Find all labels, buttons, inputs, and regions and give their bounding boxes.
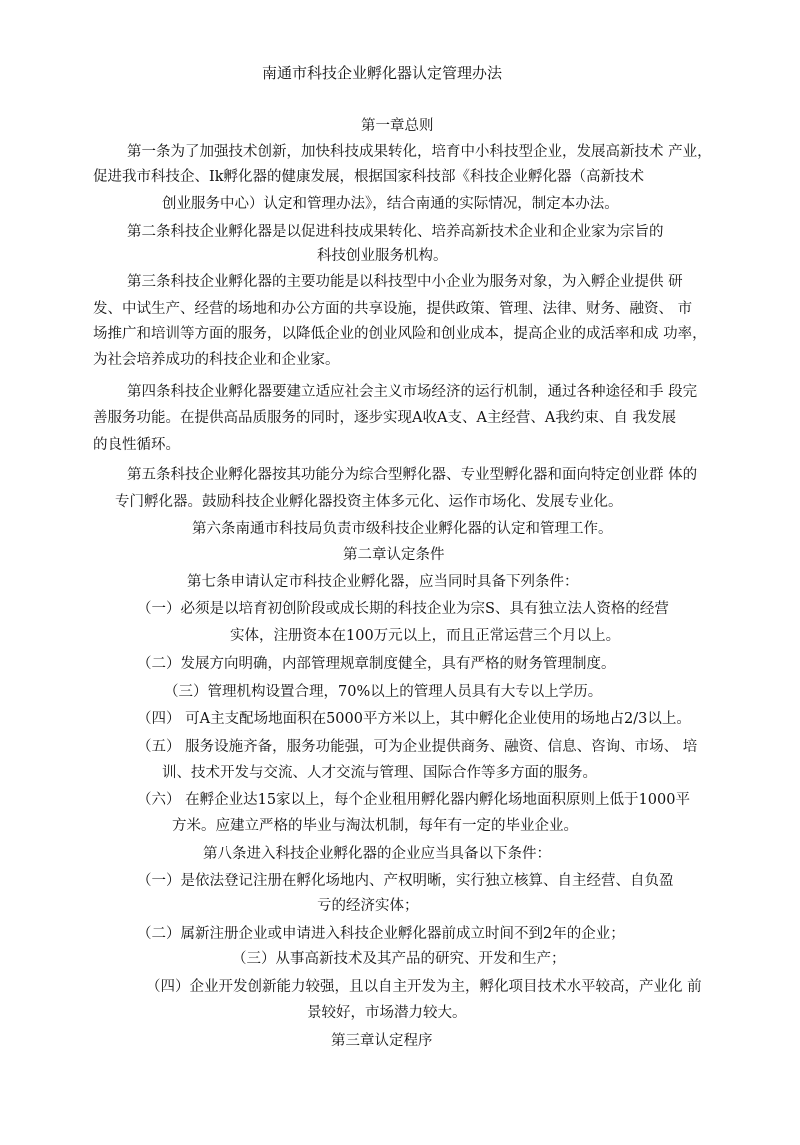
article-4-line-3: 的良性循环。 — [93, 437, 180, 453]
article-3-line-3: 场推广和培训等方面的服务，以降低企业的创业风险和创业成本，提高企业的成活率和成 功率， — [93, 326, 707, 342]
article-7-item-5-line-1: （五） 服务设施齐备，服务功能强，可为企业提供商务、融资、信息、咨询、市场、 培 — [137, 739, 698, 755]
article-1-line-2: 促进我市科技企、Ik孵化器的健康发展，根据国家科技部《科技企业孵化器（高新技术 — [93, 169, 645, 185]
document-title: 南通市科技企业孵化器认定管理办法 — [262, 64, 503, 82]
article-2-line-2: 科技创业服务机构。 — [317, 248, 448, 264]
article-8-item-4-line-1: （四）企业开发创新能力较强，且以自主开发为主，孵化项目技术水平较高，产业化 前 — [146, 979, 702, 995]
article-1-line-3: 创业服务中心）认定和管理办法》，结合南通的实际情况，制定本办法。 — [162, 196, 619, 212]
article-3-line-2: 发、中试生产、经营的场地和办公方面的共享设施，提供政策、管理、法律、财务、融资、 市 — [93, 301, 693, 317]
article-8-item-4-line-2: 景较好，市场潜力较大。 — [307, 1005, 467, 1021]
chapter-3-heading: 第三章认定程序 — [331, 1033, 433, 1049]
chapter-1-heading: 第一章总则 — [361, 118, 434, 134]
article-7-item-6-line-2: 方米。应建立严格的毕业与淘汰机制，每年有一定的毕业企业。 — [172, 818, 578, 834]
article-7-item-1-line-1: （一）必须是以培育初创阶段或成长期的科技企业为宗S、具有独立法人资格的经营 — [137, 601, 669, 617]
article-7-item-2: （二）发展方向明确，内部管理规章制度健全，具有严格的财务管理制度。 — [137, 656, 616, 672]
article-7-item-5-line-2: 训、技术开发与交流、人才交流与管理、国际合作等多方面的服务。 — [162, 765, 597, 781]
article-5-line-1: 第五条科技企业孵化器按其功能分为综合型孵化器、专业型孵化器和面向特定创业群 体的 — [127, 467, 698, 483]
article-7: 第七条申请认定市科技企业孵化器，应当同时具备下列条件： — [187, 574, 579, 590]
article-7-item-1-line-2: 实体，注册资本在100万元以上，而且正常运营三个月以上。 — [230, 628, 621, 644]
article-3-line-4: 为社会培养成功的科技企业和企业家。 — [93, 352, 340, 368]
article-8-item-1-line-2: 亏的经济实体； — [317, 898, 419, 914]
chapter-2-heading: 第二章认定条件 — [343, 547, 445, 563]
article-2-line-1: 第二条科技企业孵化器是以促进科技成果转化、培养高新技术企业和企业家为宗旨的 — [127, 224, 664, 240]
article-8: 第八条进入科技企业孵化器的企业应当具备以下条件： — [203, 846, 551, 862]
article-7-item-6-line-1: （六） 在孵企业达15家以上，每个企业租用孵化器内孵化场地面积原则上低于1000平 — [137, 792, 690, 808]
article-5-line-2: 专门孵化器。鼓励科技企业孵化器投资主体多元化、运作市场化、发展专业化。 — [115, 494, 623, 510]
article-7-item-3: （三）管理机构设置合理，70%以上的管理人员具有大专以上学历。 — [164, 684, 603, 700]
article-8-item-2: （二）属新注册企业或申请进入科技企业孵化器前成立时间不到2年的企业； — [137, 926, 625, 942]
article-4-line-1: 第四条科技企业孵化器要建立适应社会主义市场经济的运行机制，通过各种途径和手 段完 — [127, 384, 698, 400]
article-4-line-2: 善服务功能。在提供高品质服务的同时，逐步实现A收A支、A主经营、A我约束、自 我发展 — [93, 410, 676, 426]
article-7-item-4: （四） 可A主支配场地面积在5000平方米以上，其中孵化企业使用的场地占2/3以上。 — [137, 711, 691, 727]
article-3-line-1: 第三条科技企业孵化器的主要功能是以科技型中小企业为服务对象，为入孵企业提供 研 — [127, 274, 683, 290]
article-1-line-1: 第一条为了加强技术创新，加快科技成果转化，培育中小科技型企业，发展高新技术 产业， — [127, 144, 712, 160]
article-8-item-1-line-1: （一）是依法登记注册在孵化场地内、产权明晰，实行独立核算、自主经营、自负盈 — [137, 873, 674, 889]
article-8-item-3: （三）从事高新技术及其产品的研究、开发和生产； — [232, 951, 566, 967]
article-6: 第六条南通市科技局负责市级科技企业孵化器的认定和管理工作。 — [192, 521, 613, 537]
